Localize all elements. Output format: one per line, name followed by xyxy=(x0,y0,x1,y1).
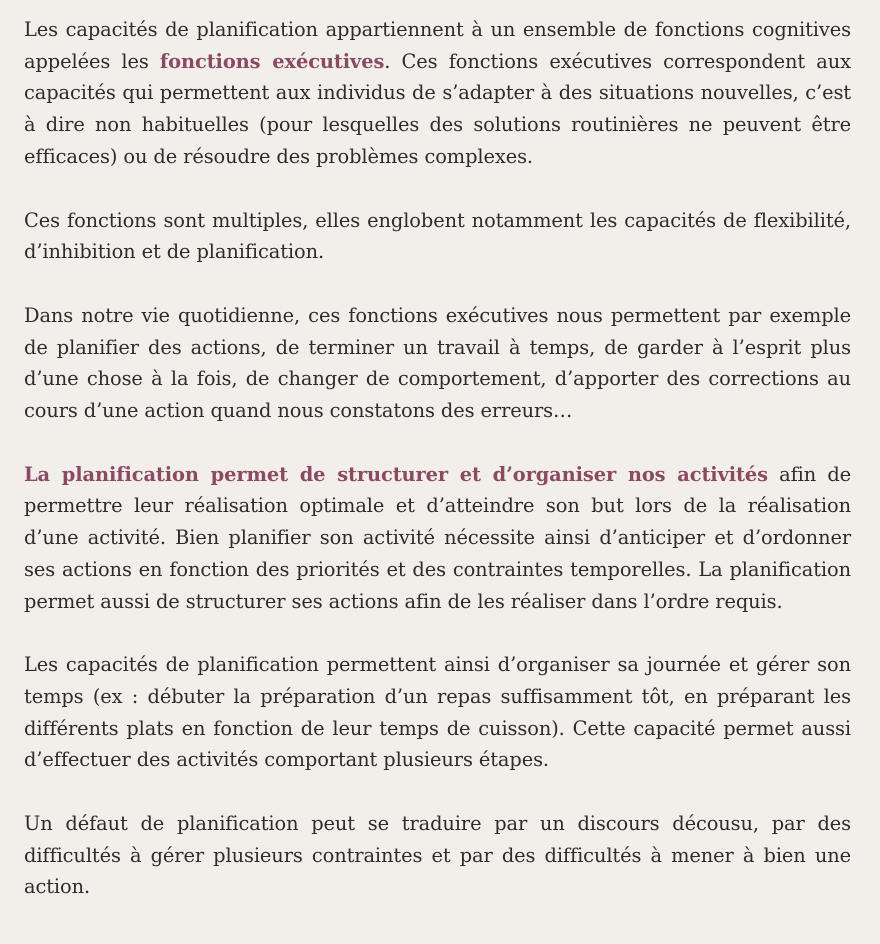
paragraph-planning-deficit: Un défaut de planification peut se traduire par un discours décousu, par des difficultés à gérer plusieurs contraintes et par des difficultés à mener à bien une action. xyxy=(24,812,851,899)
paragraph-text: Les capacités de planification appartiennent à un ensemble de fonctions cognitives appelées les xyxy=(24,18,851,73)
paragraph-organize-day: Les capacités de planification permettent ainsi d’organiser sa journée et gérer son temps (ex : débuter la préparation d’un repas suffisamment tôt, en préparant les différents plats en fonction de leur temps de cuisson). Cette capacité permet aussi d’effectuer des activités comportant plusieurs étapes. xyxy=(24,653,851,772)
paragraph-text: afin de permettre leur réalisation optimale et d’atteindre son but lors de la réalisation d’une activité. Bien planifier son activité nécessite ainsi d’anticiper et d’ordonner ses actions en fonction des priorités et des contraintes temporelles. La planification permet aussi de structurer ses actions afin de les réaliser dans l’ordre requis. xyxy=(24,462,852,613)
highlight-planning: La planification permet de structurer et d’organiser nos activités xyxy=(24,462,768,486)
paragraph-executive-functions xyxy=(24,14,851,173)
paragraph-text: . Ces fonctions exécutives correspondent aux capacités qui permettent aux individus de s’adapter à des situations nouvelles, c’est à dire non habituelles (pour lesquelles des solutions routinières ne peuvent être efficaces) ou de résoudre des problèmes complexes. xyxy=(24,49,851,168)
paragraph-daily-life: Dans notre vie quotidienne, ces fonctions exécutives nous permettent par exemple de planifier des actions, de terminer un travail à temps, de garder à l’esprit plus d’une chose à la fois, de changer de comportement, d’apporter des corrections au cours d’une action quand nous constatons des erreurs… xyxy=(24,303,851,423)
paragraph-planning-definition xyxy=(24,459,851,618)
highlight-executive-functions: fonctions exécutives xyxy=(159,49,385,73)
paragraph-multiple-functions: Ces fonctions sont multiples, elles englobent notamment les capacités de flexibilité, d’inhibition et de planification. xyxy=(24,208,851,264)
